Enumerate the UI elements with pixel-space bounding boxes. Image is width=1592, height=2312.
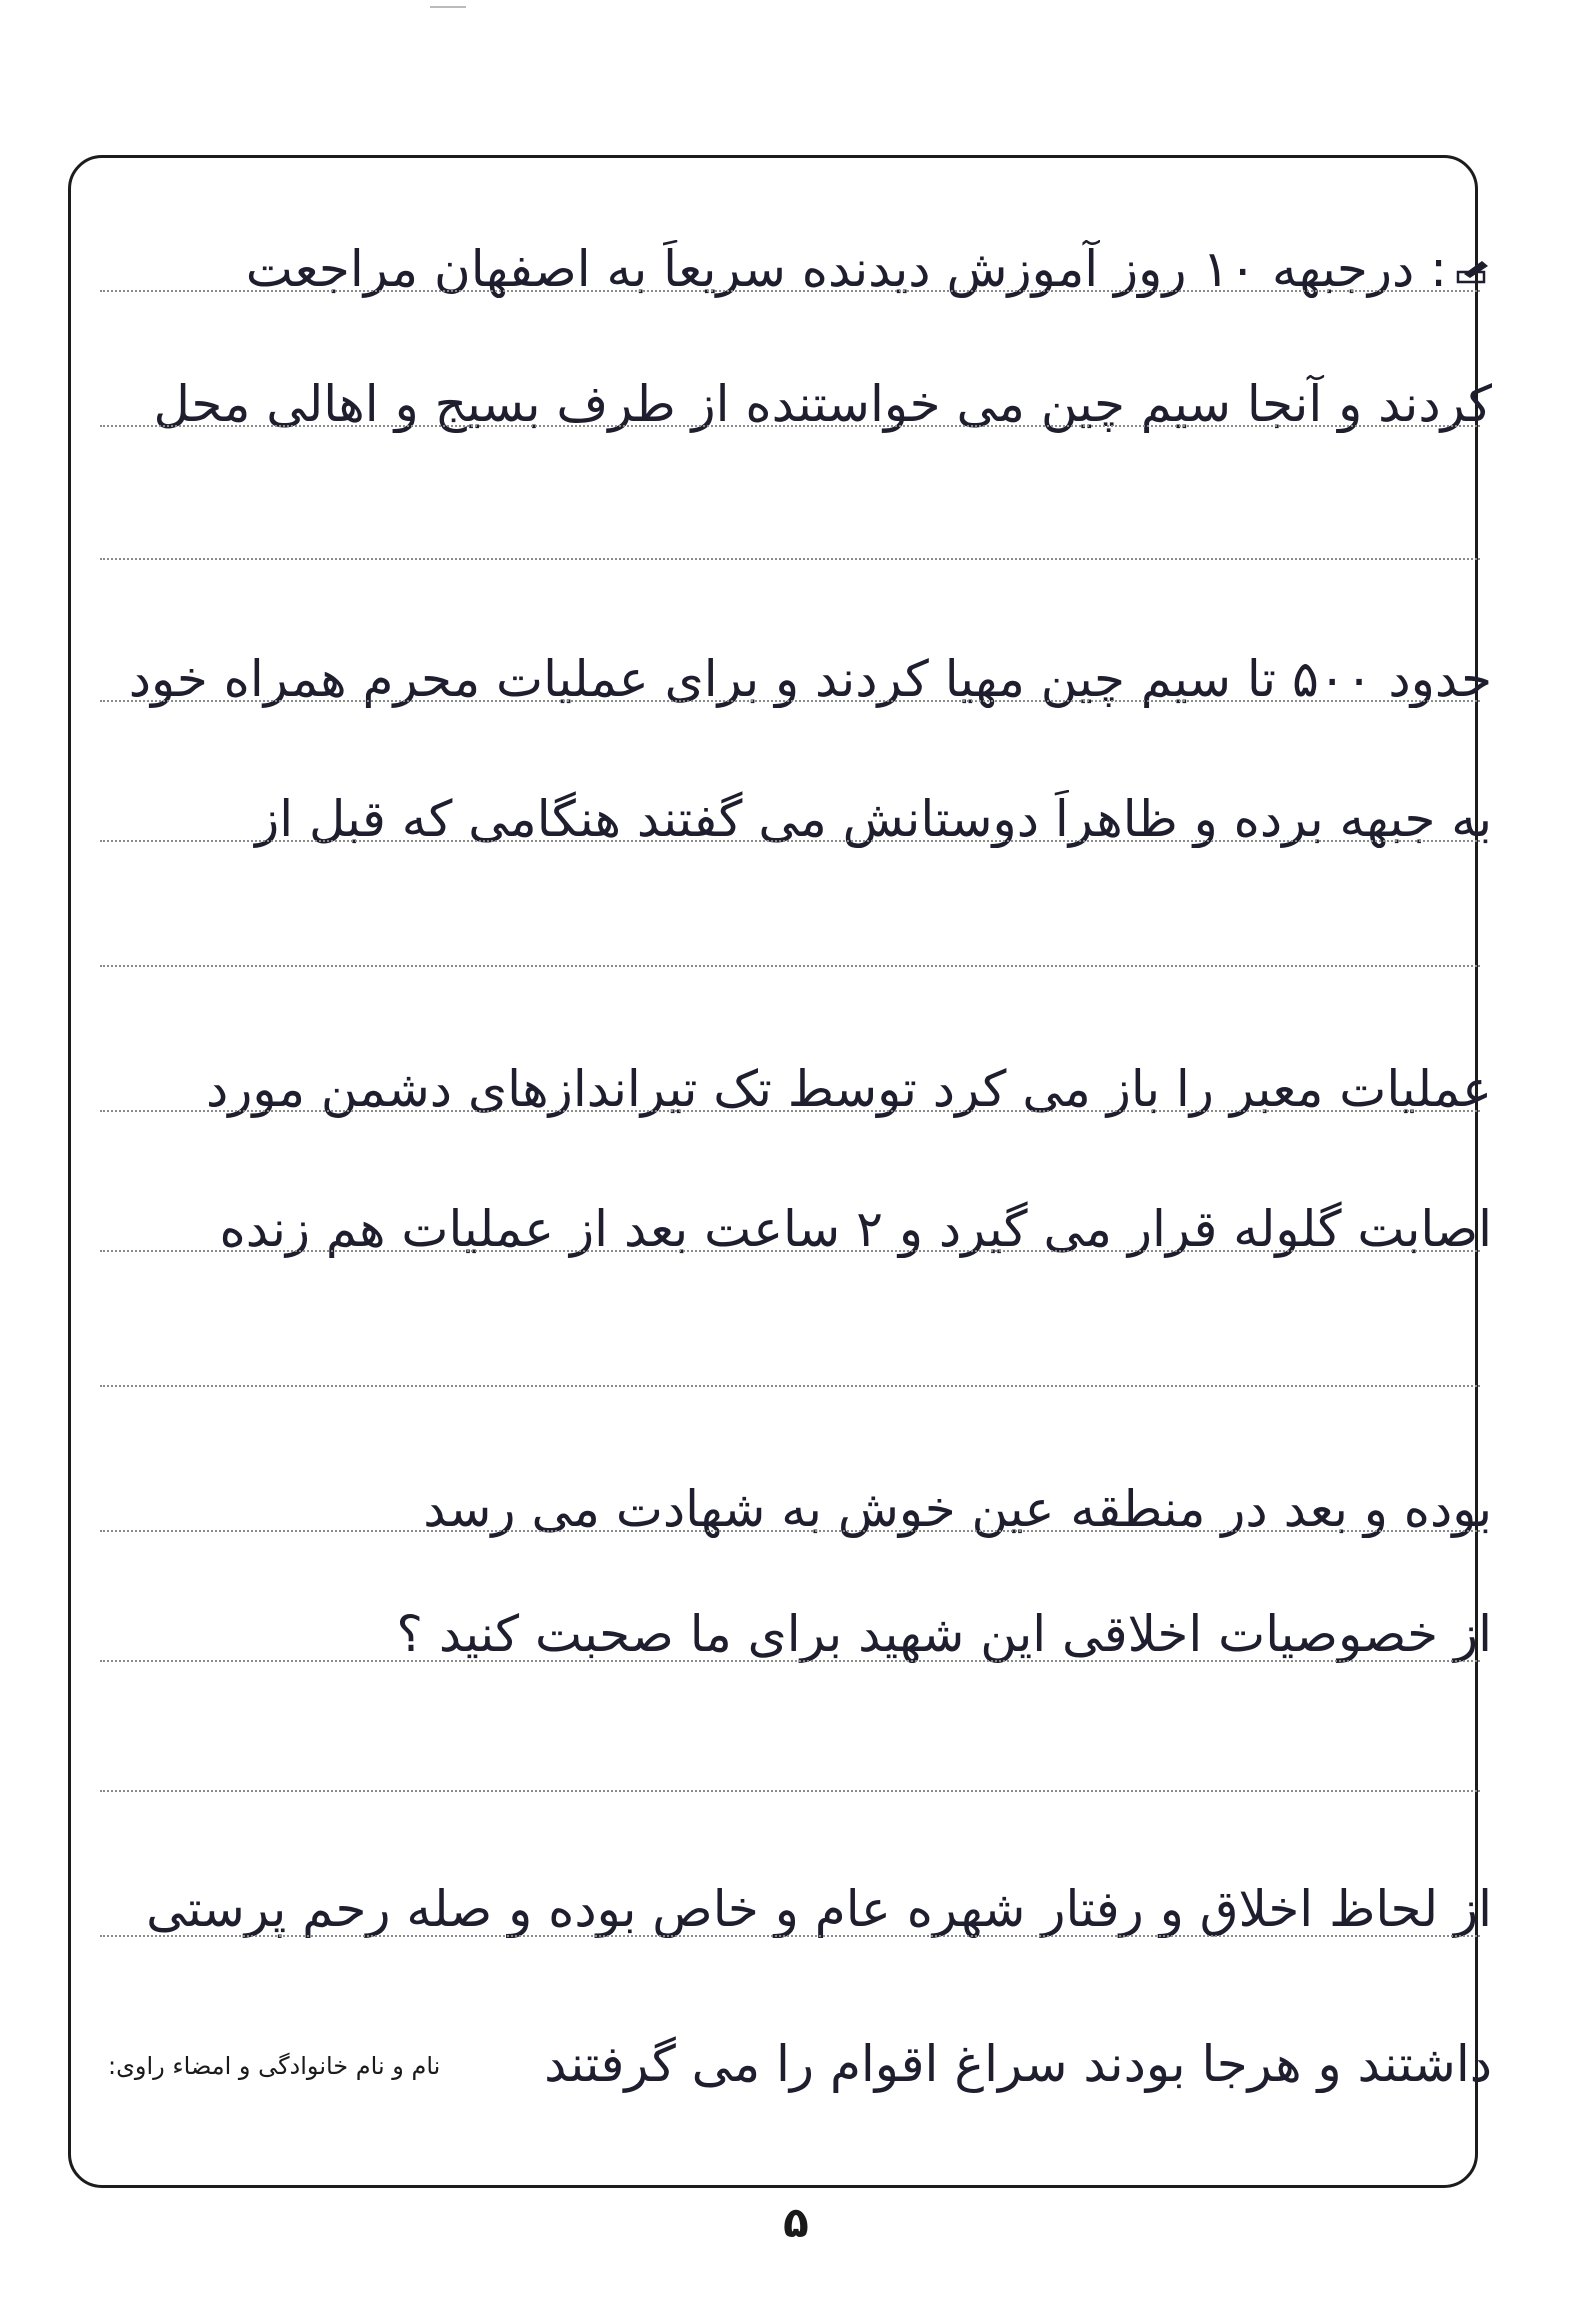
ruled-line xyxy=(100,840,1480,842)
scan-mark xyxy=(430,6,466,8)
handwritten-line-10: داشتند و هرجا بودند سراغ اقوام را می گرفتند xyxy=(544,2035,1492,2093)
ruled-line xyxy=(100,1110,1480,1112)
ruled-line xyxy=(100,558,1480,560)
handwritten-line-4: به جبهه برده و ظاهراً دوستانش می گفتند هنگامی که قبل از xyxy=(255,790,1492,848)
ruled-line xyxy=(100,965,1480,967)
handwritten-line-7: بوده و بعد در منطقه عین خوش به شهادت می رسد xyxy=(423,1480,1492,1538)
narrator-signature-label: نام و نام خانوادگی و امضاء راوی: xyxy=(108,2052,441,2080)
ruled-line xyxy=(100,1385,1480,1387)
ruled-line xyxy=(100,1530,1480,1532)
handwritten-line-1: : درجبهه ۱۰ روز آموزش دیدنده سریعاً به اصفهان مراجعت xyxy=(245,240,1447,298)
handwritten-line-3: حدود ۵۰۰ تا سیم چین مهیا کردند و برای عملیات محرم همراه خود xyxy=(128,650,1492,708)
ruled-line xyxy=(100,700,1480,702)
ruled-line xyxy=(100,290,1480,292)
interview-question: از خصوصیات اخلاقی این شهید برای ما صحبت کنید ؟ xyxy=(396,1605,1492,1663)
ruled-line xyxy=(100,1250,1480,1252)
ruled-line xyxy=(100,1790,1480,1792)
page-number: ۵ xyxy=(783,2198,809,2247)
handwritten-line-9: از لحاظ اخلاق و رفتار شهره عام و خاص بوده و صله رحم پرستی xyxy=(146,1880,1492,1938)
ruled-line xyxy=(100,425,1480,427)
handwritten-line-6: اصابت گلوله قرار می گیرد و ۲ ساعت بعد از عملیات هم زنده xyxy=(219,1200,1492,1258)
pen-writing-icon xyxy=(1456,258,1492,284)
ruled-line xyxy=(100,1935,1480,1937)
handwritten-line-2: کردند و آنجا سیم چین می خواستنده از طرف بسیج و اهالی محل xyxy=(153,375,1492,433)
handwritten-line-5: عملیات معبر را باز می کرد توسط تک تیراندازهای دشمن مورد xyxy=(206,1060,1492,1118)
ruled-line xyxy=(100,1660,1480,1662)
